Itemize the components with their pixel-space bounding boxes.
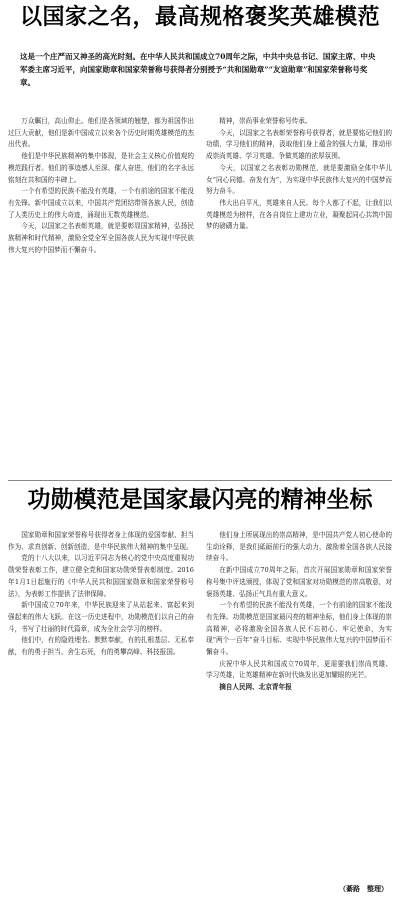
paragraph: 一个有希望的民族不能没有英雄，一个有前途的国家不能没有先锋。新中国成立以来，中国共产党团结带领各族人民，创造了人类历史上的伟大奇迹，涌现出无数英雄模范。 [8,187,194,219]
paragraph: 国家勋章和国家荣誉称号获得者身上体现的爱国奉献、担当作为、求真创新、创新创造，是中华民族伟大精神的集中呈现。 [8,531,194,551]
paragraph: 他们是中华民族精神的集中体现，是社会主义核心价值观的模范践行者。他们的事迹感人至深、催人奋进，他们的名字永远铭刻在共和国的丰碑上。 [8,152,194,184]
article-2-headline: 功勋模范是国家最闪亮的精神坐标 [27,487,373,513]
paragraph: 他们身上所展现出的崇高精神，是中国共产党人初心使命的生动诠释，是我们砥砺前行的强大动力，激励着全国各族人民接续奋斗。 [206,531,392,563]
paragraph: 精神，崇尚事业荣誉称号传承。 [219,117,312,125]
paragraph: 他们中，有的隐姓埋名、默默奉献，有的扎根基层、无私奉献，有的勇于担当、舍生忘死，有的勇攀高峰、科技报国。 [8,636,194,657]
article-2-column-right [206,530,392,888]
paragraph: 在新中国成立70周年之际，首次开展国家勋章和国家荣誉称号集中评选颁授，体现了党和国家对功勋模范的崇高敬意，对褒扬英雄、弘扬正气具有重大意义。 [206,566,392,598]
paragraph: 党的十八大以来，以习近平同志为核心的党中央高度重视功勋荣誉表彰工作，建立健全党和国家功勋荣誉表彰制度。2016年1月1日起施行的《中华人民共和国国家勋章和国家荣誉称号法》，为表彰工作提供了法律保障。 [8,554,194,598]
article-2-column-left [8,530,194,888]
paragraph: 伟大出自平凡，英雄来自人民。每个人都了不起，让我们以英雄模范为榜样，在各自岗位上建功立业，凝聚起同心共筑中国梦的磅礴力量。 [206,198,392,231]
paragraph: 今天，以国家之名表彰英雄，就是要彰显国家精神，弘扬民族精神和时代精神，激励全党全军全国各族人民为实现中华民族伟大复兴的中国梦而不懈奋斗。 [8,222,194,254]
paragraph: 新中国成立70年来，中华民族迎来了从站起来、富起来到强起来的伟大飞跃。在这一历史进程中，功勋模范们以自己的奋斗，书写了壮丽的时代篇章，成为全社会学习的榜样。 [8,601,194,633]
article-2-body [8,530,392,888]
paragraph: 万众瞩目，高山仰止。他们是各领域的翘楚，都为祖国作出过巨大贡献，他们是新中国成立以来各个历史时期英雄模范的杰出代表。 [8,117,194,149]
editor-credit: （綦路 整理） [339,884,388,893]
article-1-headline: 以国家之名，最高规格褒奖英雄模范 [19,5,380,30]
paragraph: 一个有希望的民族不能没有英雄，一个有前途的国家不能没有先锋。功勋模范是国家最闪亮的精神坐标，他们身上体现的崇高精神，必将激励全国各族人民不忘初心、牢记使命，为实现“两个一百年”奋斗目标、实现中华民族伟大复兴的中国梦而不懈奋斗。 [206,601,392,657]
article-1-column-left [8,116,194,476]
article-1-column-right [206,116,392,476]
source-line: 摘自人民网、北京青年报 [219,683,292,692]
paragraph: 今天，以国家之名表彰功勋模范，就是要激励全体中华儿女“同心同德、奋发有为”，为实现中华民族伟大复兴的中国梦而努力奋斗。 [206,163,392,196]
paragraph: 庆祝中华人民共和国成立70周年，更需要我们崇尚英雄、学习英雄，让英雄精神在新时代焕发出更加耀眼的光芒。 [206,659,392,680]
paragraph: 今天，以国家之名表彰荣誉称号获得者，就是要铭记他们的功绩，学习他们的精神，汲取他们身上蕴含的强大力量，推动形成崇尚英雄、学习英雄、争做英雄的浓厚氛围。 [206,128,392,161]
article-1-body [8,116,392,476]
section-divider [8,480,392,481]
article-1-lead: 这是一个庄严而又神圣的高光时刻。在中华人民共和国成立70周年之际，中共中央总书记、国家主席、中央军委主席习近平，向国家勋章和国家荣誉称号获得者分别授予“共和国勋章”“友谊勋章”和国家荣誉称号奖章。 [20,52,376,87]
